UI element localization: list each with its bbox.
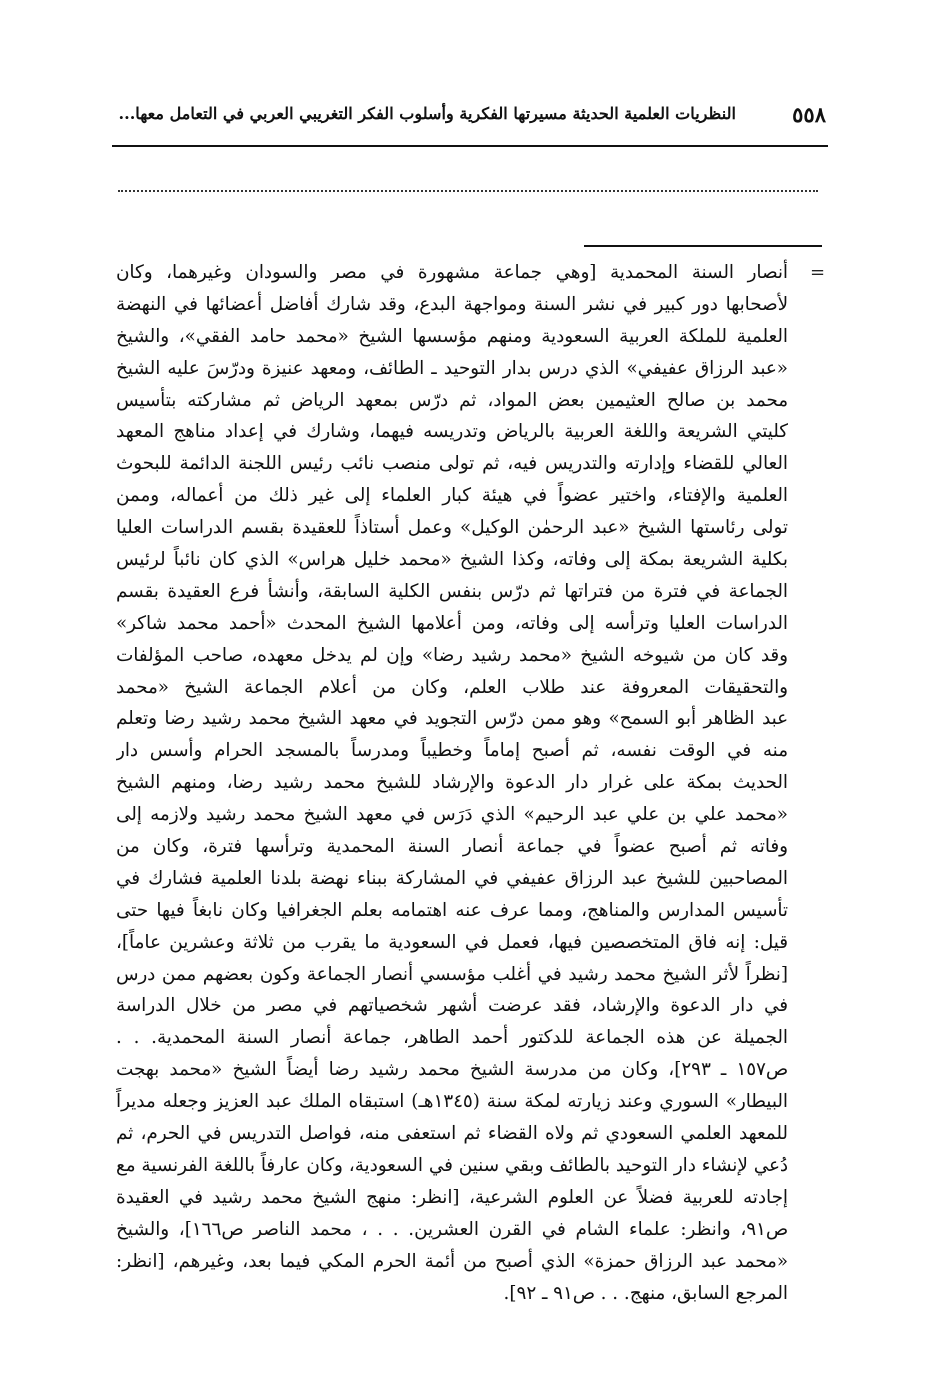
footnote-line: «محمد علي بن علي عبد الرحيم» الذي دَرَس في معهد الشيخ محمد رشيد ولازمه إلى xyxy=(116,804,788,826)
footnote-line: منه في الوقت نفسه، ثم أصبح إماماً وخطيباً ومدرساً بالمسجد الحرام وأسس دار xyxy=(116,740,788,762)
footnote-line: الحديث بمكة على غرار دار الدعوة والإرشاد للشيخ محمد رشيد رضا، ومنهم الشيخ xyxy=(116,772,788,794)
footnote-line: تأسيس المدارس والمناهج، ومما عرف عنه اهتمامه بعلم الجغرافيا وكان نابغاً فيها حتى xyxy=(116,899,788,921)
header-rule xyxy=(112,145,828,147)
footnote-line: في دار الدعوة والإرشاد، فقد عرضت أشهر شخصياتهم في مصر من خلال الدراسة xyxy=(116,995,788,1017)
footnote-line: «عبد الرزاق عفيفي» الذي درس بدار التوحيد ـ الطائف، ومعهد عنيزة ودرّسَ عليه الشيخ xyxy=(116,357,788,379)
footnote-line: «محمد عبد الرزاق حمزة» الذي أصبح من أئمة الحرم المكي فيما بعد، وغيرهم، [انظر: xyxy=(116,1250,788,1272)
dotted-separator xyxy=(118,190,818,192)
footnote-line: الجميلة عن هذه الجماعة للدكتور أحمد الطاهر، جماعة أنصار السنة المحمدية. . . xyxy=(116,1027,788,1049)
footnote-line: وقد كان من شيوخه الشيخ «محمد رشيد رضا» وإن لم يدخل معهده، صاحب المؤلفات xyxy=(116,644,788,666)
footnote-line: العالي للقضاء وإدارته والتدريس فيه، ثم تولى منصب نائب رئيس اللجنة الدائمة للبحوث xyxy=(116,453,788,475)
page-header xyxy=(112,96,828,142)
footnote-line: المصاحبين للشيخ عبد الرزاق عفيفي في المشاركة ببناء نهضة بلدنا العلمية فشارك في xyxy=(116,867,788,889)
footnote-line: إجادته للعربية فضلاً عن العلوم الشرعية، [انظر: منهج الشيخ محمد رشيد في العقيدة xyxy=(116,1186,788,1208)
footnote-line: لأصحابها دور كبير في نشر السنة ومواجهة البدع، وقد شارك أفاضل أعضائها في النهضة xyxy=(116,293,788,315)
footnote-line: عبد الظاهر أبو السمح» وهو ممن درّس التجويد في معهد الشيخ محمد رشيد رضا وتعلم xyxy=(116,708,788,730)
footnote-line: المرجع السابق، منهج. . . ص٩١ ـ ٩٢]. xyxy=(503,1282,788,1304)
footnote-line: الدراسات العليا وترأسه إلى وفاته، ومن أعلامها الشيخ المحدث «أحمد محمد شاكر» xyxy=(116,612,788,634)
footnote-line: تولى رئاستها الشيخ «عبد الرحمٰن الوكيل» وعمل أستاذاً للعقيدة بقسم الدراسات العليا xyxy=(116,517,788,539)
footnote-line: قيل: إنه فاق المتخصصين فيها، فعمل في السعودية ما يقرب من ثلاثة وعشرين عاماً]، xyxy=(116,931,788,953)
footnote-line: للمعهد العلمي السعودي ثم ولاه القضاء ثم استعفى منه، فواصل التدريس في الحرم، ثم xyxy=(116,1123,788,1145)
footnote-line: العلمية للملكة العربية السعودية ومنهم مؤسسها الشيخ «محمد حامد الفقي»، والشيخ xyxy=(116,325,788,347)
footnote-line: الجماعة في فترة من فتراتها ثم درّس بنفس الكلية السابقة، وأنشأ فرع العقيدة بقسم xyxy=(116,580,788,602)
footnote-line: أنصار السنة المحمدية [وهي جماعة مشهورة في مصر والسودان وغيرهما، وكان xyxy=(116,262,788,283)
footnote-line: العلمية والإفتاء، واختير عضواً في هيئة كبار العلماء إلى غير ذلك من أعماله، وممن xyxy=(116,485,788,507)
footnote-line: والتحقيقات المعروفة عند طلاب العلم، وكان من أعلام الجماعة الشيخ «محمد xyxy=(116,676,788,698)
footnote-line: دُعي لإنشاء دار التوحيد بالطائف وبقي سنين في السعودية، وكان عارفاً باللغة الفرنسية مع xyxy=(116,1154,788,1176)
footnote-line: محمد بن صالح العثيمين بعض المواد، ثم درّس بمعهد الرياض ثم مشاركته بتأسيس xyxy=(116,389,788,411)
footnote-continuation-mark: = xyxy=(810,262,826,283)
footnote-line: ص١٥٧ ـ ٢٩٣]، وكان من مدرسة الشيخ محمد رشيد رضا أيضاً الشيخ «محمد بهجت xyxy=(116,1059,788,1081)
footnote-line: البيطار» السوري وعند زيارته لمكة سنة (١٣٤٥هـ) استبقاه الملك عبد العزيز وجعله مديراً xyxy=(116,1091,788,1113)
running-title: النظريات العلمية الحديثة مسيرتها الفكرية وأسلوب الفكر التغريبي العربي في التعامل معها... xyxy=(118,104,736,123)
page-number: ٥٥٨ xyxy=(792,102,826,127)
footnote-text xyxy=(116,257,788,1309)
footnote-line: ص٩١، وانظر: علماء الشام في القرن العشرين. . . ، محمد الناصر ص١٦٦]، والشيخ xyxy=(116,1218,788,1240)
footnote-line: بكلية الشريعة بمكة إلى وفاته، وكذا الشيخ «محمد خليل هراس» الذي كان نائباً لرئيس xyxy=(116,549,788,571)
footnote-line: كليتي الشريعة واللغة العربية بالرياض وتدريسه فيهما، وشارك في إعداد مناهج المعهد xyxy=(116,421,788,443)
footnote-line: وفاته ثم أصبح عضواً في جماعة أنصار السنة المحمدية وترأسها فترة، وكان من xyxy=(116,836,788,858)
footnote-line: [نظراً لأثر الشيخ محمد رشيد في أغلب مؤسسي أنصار الجماعة وكون بعضهم ممن درس xyxy=(116,963,788,985)
footnote-rule xyxy=(584,245,822,247)
